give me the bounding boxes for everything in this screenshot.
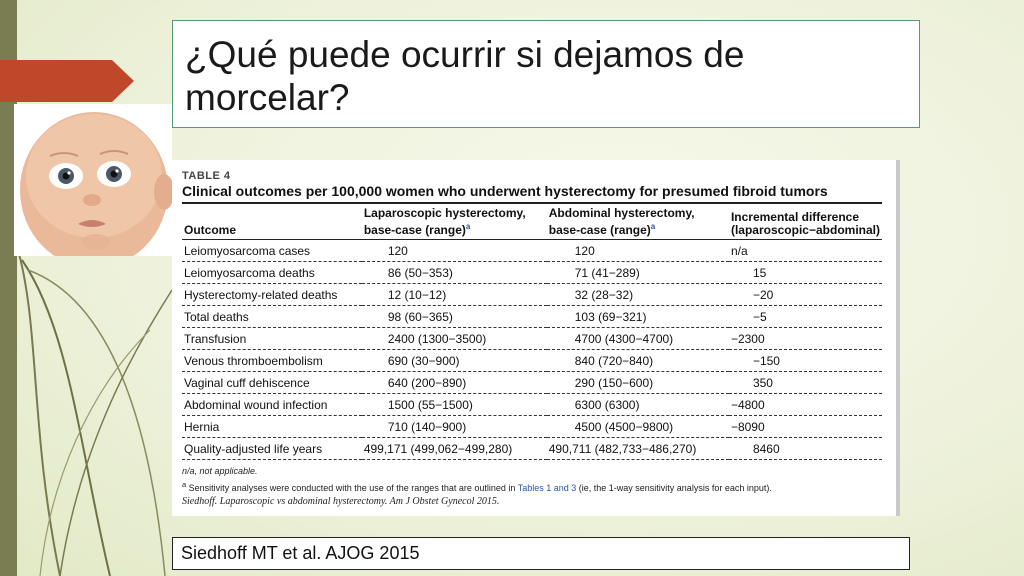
header-laparoscopic: Laparoscopic hysterectomy, base-case (range)$^a$: [363, 206, 526, 237]
cell-laparoscopic: 690 (30−900): [362, 350, 547, 372]
cell-laparoscopic: 1500 (55−1500): [362, 394, 547, 416]
cell-abdominal: 290 (150−600): [547, 372, 729, 394]
table-row: [182, 306, 882, 328]
surprised-baby-image: [14, 104, 172, 256]
cell-outcome: Venous thromboembolism: [182, 350, 362, 372]
cell-difference: −4800: [729, 394, 882, 416]
cell-outcome: Quality-adjusted life years: [182, 438, 362, 460]
cell-difference: −20: [729, 284, 882, 306]
cell-laparoscopic: 86 (50−353): [362, 262, 547, 284]
tables-link[interactable]: Tables 1 and 3: [517, 483, 577, 493]
slide-title-box: [172, 20, 920, 128]
table-row: [182, 350, 882, 372]
cell-laparoscopic: 12 (10−12): [362, 284, 547, 306]
table-row: [182, 372, 882, 394]
slide-title: ¿Qué puede ocurrir si dejamos de morcelar?: [185, 34, 745, 118]
cell-abdominal: 120: [547, 240, 729, 262]
cell-abdominal: 4500 (4500−9800): [547, 416, 729, 438]
cell-difference: 350: [729, 372, 882, 394]
header-outcome: Outcome: [184, 223, 237, 237]
table-footnotes: [182, 464, 882, 509]
cell-laparoscopic: 120: [362, 240, 547, 262]
cell-outcome: Total deaths: [182, 306, 362, 328]
table-header-row: [182, 204, 882, 240]
table-row: [182, 394, 882, 416]
header-incremental-difference: Incremental difference (laparoscopic−abdominal): [730, 210, 880, 237]
cell-outcome: Abdominal wound infection: [182, 394, 362, 416]
cell-laparoscopic: 2400 (1300−3500): [362, 328, 547, 350]
header-abdominal: Abdominal hysterectomy, base-case (range)$^a$: [548, 206, 695, 237]
table-row: [182, 262, 882, 284]
table-row: [182, 416, 882, 438]
cell-difference: −2300: [729, 328, 882, 350]
cell-difference: −150: [729, 350, 882, 372]
cell-abdominal: 32 (28−32): [547, 284, 729, 306]
cell-abdominal: 71 (41−289): [547, 262, 729, 284]
cell-outcome: Hernia: [182, 416, 362, 438]
table-row: [182, 240, 882, 262]
accent-arrow: [0, 60, 134, 102]
cell-abdominal: 6300 (6300): [547, 394, 729, 416]
cell-difference: n/a: [729, 240, 882, 262]
table-row: [182, 328, 882, 350]
cell-abdominal: 840 (720−840): [547, 350, 729, 372]
cell-difference: −5: [729, 306, 882, 328]
table-row: [182, 438, 882, 460]
cell-outcome: Leiomyosarcoma deaths: [182, 262, 362, 284]
cell-outcome: Vaginal cuff dehiscence: [182, 372, 362, 394]
footnote-na: n/a, not applicable.: [182, 466, 258, 476]
table-row: [182, 284, 882, 306]
cell-outcome: Hysterectomy-related deaths: [182, 284, 362, 306]
outcomes-table: [182, 204, 882, 460]
cell-outcome: Transfusion: [182, 328, 362, 350]
cell-abdominal: 4700 (4300−4700): [547, 328, 729, 350]
table-image-panel: [172, 160, 900, 516]
cell-abdominal: 103 (69−321): [547, 306, 729, 328]
cell-laparoscopic: 499,171 (499,062−499,280): [362, 438, 547, 460]
cell-difference: 15: [729, 262, 882, 284]
cell-outcome: Leiomyosarcoma cases: [182, 240, 362, 262]
table-caption: Clinical outcomes per 100,000 women who underwent hysterectomy for presumed fibroid tumors: [182, 183, 828, 199]
cell-laparoscopic: 640 (200−890): [362, 372, 547, 394]
cell-laparoscopic: 710 (140−900): [362, 416, 547, 438]
cell-abdominal: 490,711 (482,733−486,270): [547, 438, 729, 460]
table-citation: Siedhoff. Laparoscopic vs abdominal hysterectomy. Am J Obstet Gynecol 2015.: [182, 496, 500, 507]
table-label: TABLE 4: [182, 170, 231, 182]
cell-laparoscopic: 98 (60−365): [362, 306, 547, 328]
cell-difference: −8090: [729, 416, 882, 438]
cell-difference: 8460: [729, 438, 882, 460]
source-reference: Siedhoff MT et al. AJOG 2015: [172, 537, 910, 570]
footnote-a: $^a$ Sensitivity analyses were conducted with the use of the ranges that are outlined in Tables 1 and 3 (ie, the 1-way sensitivity analysis for each input).: [182, 480, 772, 493]
